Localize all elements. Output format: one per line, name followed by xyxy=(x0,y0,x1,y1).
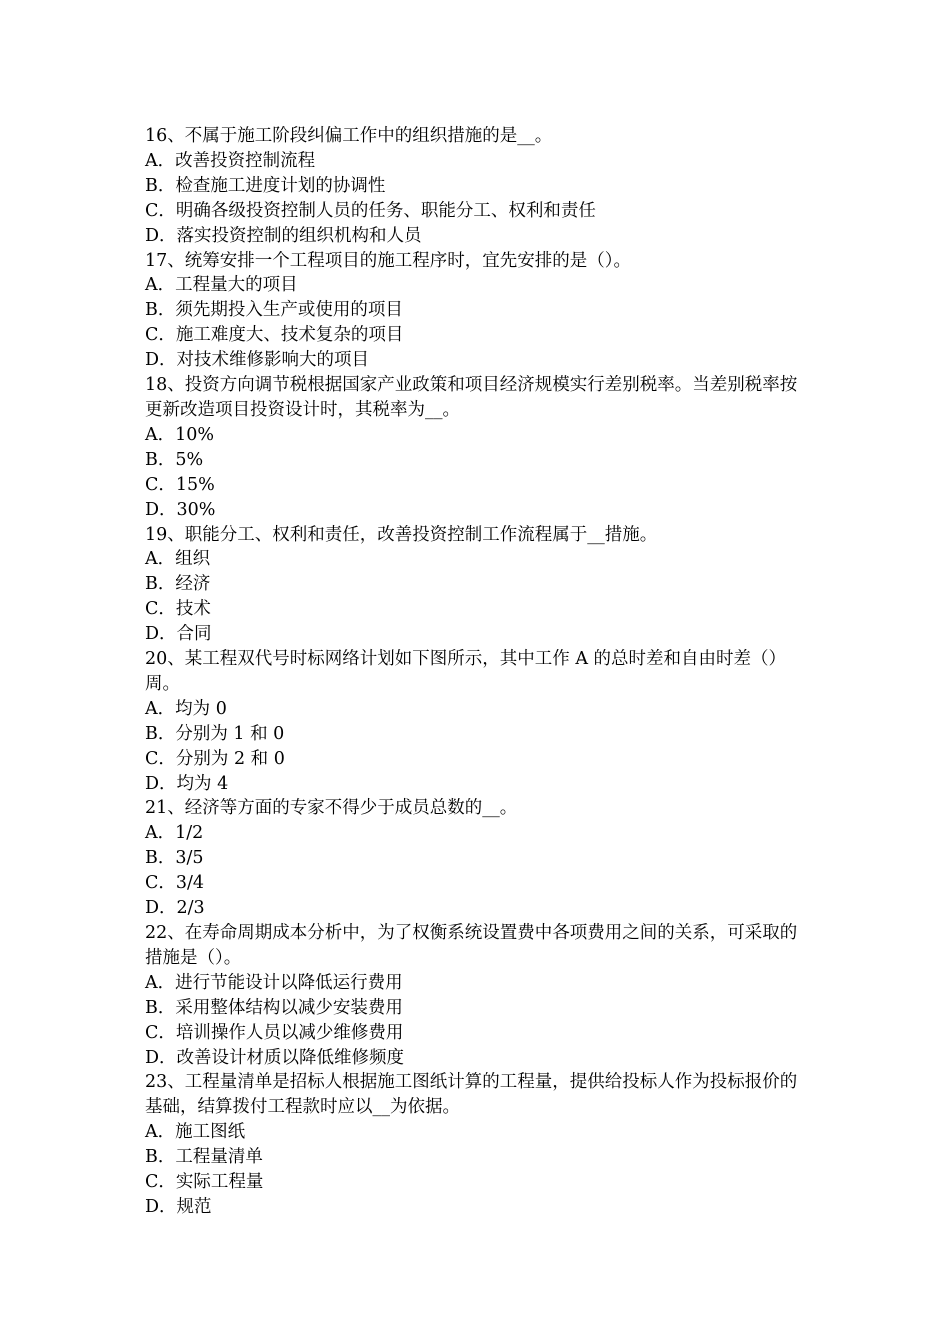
option-d: D．对技术维修影响大的项目 xyxy=(145,350,370,371)
question-stem: 17、统筹安排一个工程项目的施工程序时，宜先安排的是（）。 xyxy=(145,250,632,271)
option-b: B．检查施工进度计划的协调性 xyxy=(145,175,386,196)
question-19 xyxy=(145,523,813,648)
option-a: A．改善投资控制流程 xyxy=(145,150,316,171)
option-a: A．进行节能设计以降低运行费用 xyxy=(145,972,403,993)
option-c: C．技术 xyxy=(145,599,211,620)
option-a: A．工程量大的项目 xyxy=(145,275,298,296)
option-d: D．规范 xyxy=(145,1196,212,1217)
question-22 xyxy=(145,921,813,1070)
option-b: B．采用整体结构以减少安装费用 xyxy=(145,997,403,1018)
option-c: C．施工难度大、技术复杂的项目 xyxy=(145,325,404,346)
option-d: D．30% xyxy=(145,499,216,520)
option-b: B．3/5 xyxy=(145,848,204,869)
question-stem: 19、职能分工、权利和责任，改善投资控制工作流程属于__措施。 xyxy=(145,524,658,545)
question-stem: 20、某工程双代号时标网络计划如下图所示，其中工作 A 的总时差和自由时差（）周。 xyxy=(145,649,787,694)
question-16 xyxy=(145,124,813,249)
option-b: B．须先期投入生产或使用的项目 xyxy=(145,300,403,321)
option-b: B．分别为 1 和 0 xyxy=(145,723,285,744)
question-stem: 16、不属于施工阶段纠偏工作中的组织措施的是__。 xyxy=(145,126,553,146)
option-c: C．培训操作人员以减少维修费用 xyxy=(145,1022,404,1043)
option-c: C．3/4 xyxy=(145,873,205,894)
option-b: B．经济 xyxy=(145,574,211,595)
option-c: C．分别为 2 和 0 xyxy=(145,748,285,769)
question-list xyxy=(145,124,813,1220)
question-stem: 21、经济等方面的专家不得少于成员总数的__。 xyxy=(145,798,518,819)
option-a: A．施工图纸 xyxy=(145,1122,246,1143)
option-a: A．1/2 xyxy=(145,823,204,844)
option-c: C．明确各级投资控制人员的任务、职能分工、权利和责任 xyxy=(145,200,596,221)
option-d: D．落实投资控制的组织机构和人员 xyxy=(145,225,422,246)
option-b: B．工程量清单 xyxy=(145,1147,263,1168)
option-d: D．2/3 xyxy=(145,898,205,919)
question-21 xyxy=(145,796,813,921)
question-stem: 23、工程量清单是招标人根据施工图纸计算的工程量，提供给投标人作为投标报价的基础，结算拨付工程款时应以__为依据。 xyxy=(145,1072,798,1118)
option-c: C．实际工程量 xyxy=(145,1172,264,1193)
option-d: D．合同 xyxy=(145,624,212,645)
question-18 xyxy=(145,373,813,522)
question-stem: 22、在寿命周期成本分析中，为了权衡系统设置费中各项费用之间的关系，可采取的措施是（）。 xyxy=(145,923,798,968)
option-a: A．10% xyxy=(145,424,215,445)
option-c: C．15% xyxy=(145,474,215,495)
question-stem: 18、投资方向调节税根据国家产业政策和项目经济规模实行差别税率。当差别税率按更新改造项目投资设计时，其税率为__。 xyxy=(145,375,798,420)
option-d: D．改善设计材质以降低维修频度 xyxy=(145,1047,405,1068)
question-23 xyxy=(145,1070,813,1219)
option-a: A．均为 0 xyxy=(145,698,227,719)
option-d: D．均为 4 xyxy=(145,773,229,794)
option-a: A．组织 xyxy=(145,549,211,570)
question-20 xyxy=(145,647,813,796)
option-b: B．5% xyxy=(145,449,204,470)
question-17 xyxy=(145,249,813,374)
